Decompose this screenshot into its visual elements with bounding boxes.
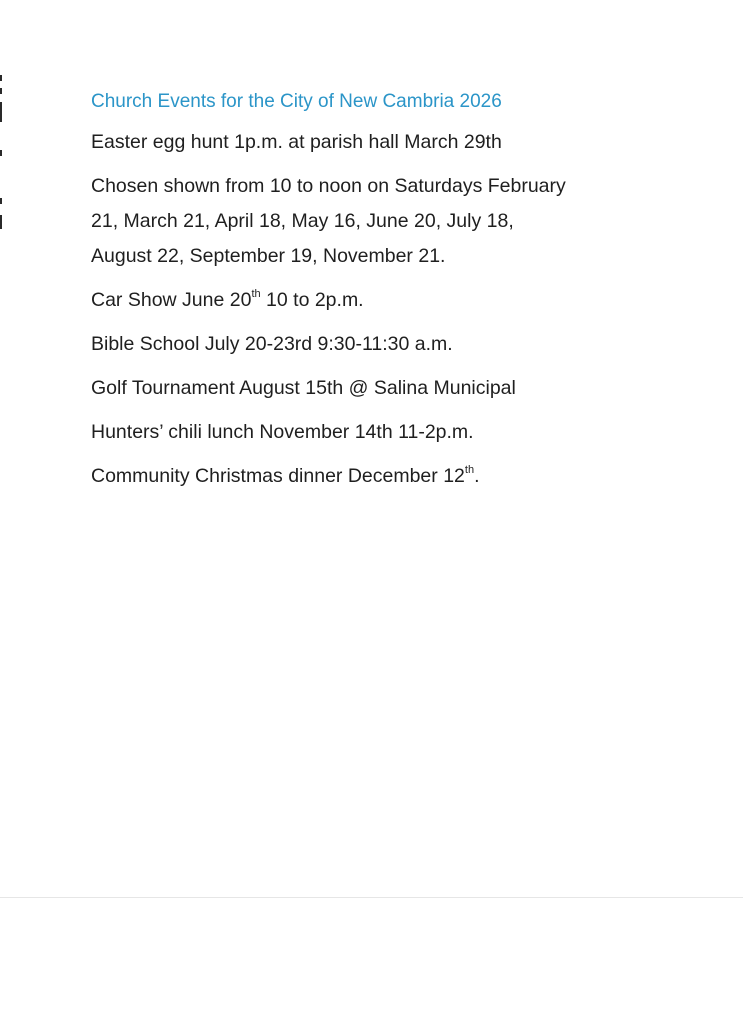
event-bible-school: Bible School July 20-23rd 9:30-11:30 a.m. xyxy=(91,333,453,355)
ordinal-suffix: th xyxy=(464,463,475,476)
page-title: Church Events for the City of New Cambria 2026 xyxy=(91,91,502,112)
event-car-show xyxy=(91,283,691,318)
event-chosen-line: Chosen shown from 10 to noon on Saturdays February xyxy=(91,175,566,197)
scan-edge-mark xyxy=(0,75,2,81)
event-christmas-text: Community Christmas dinner December 12 xyxy=(91,465,465,487)
scan-edge-mark xyxy=(0,102,2,122)
event-car-show-time: 10 to 2p.m. xyxy=(260,289,364,311)
scan-edge-mark xyxy=(0,150,2,156)
scan-edge-mark xyxy=(0,198,2,204)
event-chosen xyxy=(91,169,691,274)
event-chili-lunch: Hunters’ chili lunch November 14th 11-2p.m. xyxy=(91,421,474,443)
event-car-show-text: Car Show June 20 xyxy=(91,289,252,311)
event-list xyxy=(91,88,691,503)
event-christmas-dinner xyxy=(91,459,691,494)
scan-fold-line xyxy=(0,897,743,898)
event-golf: Golf Tournament August 15th @ Salina Municipal xyxy=(91,377,516,399)
event-chosen-line: 21, March 21, April 18, May 16, June 20, July 18, xyxy=(91,210,514,232)
ordinal-suffix: th xyxy=(251,287,261,300)
event-christmas-period: . xyxy=(474,465,480,487)
event-easter: Easter egg hunt 1p.m. at parish hall March 29th xyxy=(91,131,502,153)
event-chosen-line: August 22, September 19, November 21. xyxy=(91,245,446,267)
scan-edge-mark xyxy=(0,88,2,94)
scan-edge-mark xyxy=(0,215,2,229)
